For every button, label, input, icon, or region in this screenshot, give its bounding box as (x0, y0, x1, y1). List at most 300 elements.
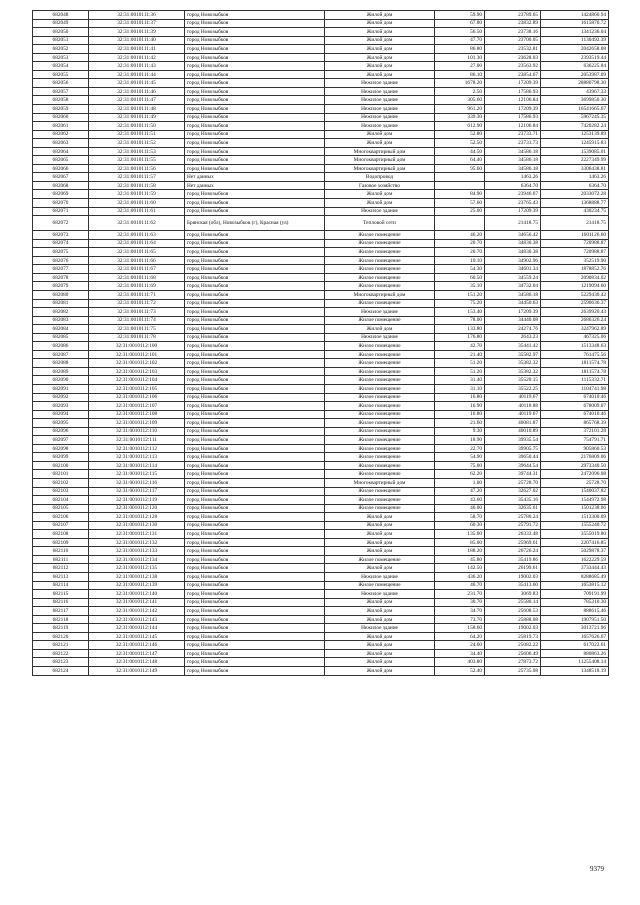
address-cell: город Новозыбков (185, 632, 325, 641)
cadastral-value-cell: 28880798.30 (541, 79, 609, 88)
cadastral-value-cell: 3555019.80 (541, 530, 609, 539)
unit-value-cell: 27873.72 (485, 658, 541, 667)
row-number-cell: 682056 (33, 79, 89, 88)
row-number-cell: 682121 (33, 641, 89, 650)
cadastral-number-cell: 32:31:0010112:145 (89, 632, 185, 641)
address-cell: город Новозыбков (185, 427, 325, 436)
address-cell: город Новозыбков (185, 359, 325, 368)
object-type-cell: Жилое помещение (325, 419, 435, 428)
area-cell: 20.70 (435, 248, 485, 257)
address-cell: город Новозыбков (185, 113, 325, 122)
unit-value-cell: 19002.03 (485, 624, 541, 633)
area-cell: 142.50 (435, 564, 485, 573)
area-cell: 86.80 (435, 45, 485, 54)
table-row (33, 342, 609, 351)
table-row (33, 496, 609, 505)
area-cell: 60.50 (435, 273, 485, 282)
table-row (33, 325, 609, 334)
area-cell (435, 181, 485, 190)
area-cell: 30.70 (435, 598, 485, 607)
unit-value-cell: 34586.18 (485, 147, 541, 156)
object-type-cell: Нежилое здание (325, 96, 435, 105)
cadastral-value-cell: 1601126.60 (541, 231, 609, 240)
area-cell: 34.70 (435, 607, 485, 616)
unit-value-cell: 23628.03 (485, 53, 541, 62)
registry-sheet (32, 10, 608, 676)
row-number-cell: 682104 (33, 496, 89, 505)
row-number-cell: 682054 (33, 62, 89, 71)
cadastral-number-cell: 32:31:0010111:42 (89, 53, 185, 62)
cadastral-value-cell: 7420282.24 (541, 122, 609, 131)
cadastral-value-cell: 3733444.43 (541, 564, 609, 573)
area-cell: 60.30 (435, 521, 485, 530)
cadastral-value-cell: 617022.61 (541, 641, 609, 650)
table-row (33, 256, 609, 265)
object-type-cell: Нежилое здание (325, 87, 435, 96)
address-cell: город Новозыбков (185, 573, 325, 582)
cadastral-number-cell: 32:31:0010112:110 (89, 427, 185, 436)
area-cell: 67.80 (435, 19, 485, 28)
object-type-cell: Жилой дом (325, 547, 435, 556)
object-type-cell: Жилое помещение (325, 444, 435, 453)
cadastral-value-cell: 2639920.43 (541, 308, 609, 317)
cadastral-value-cell: 1539085.01 (541, 147, 609, 156)
area-cell: 85.00 (435, 538, 485, 547)
object-type-cell: Жилое помещение (325, 487, 435, 496)
table-row (33, 19, 609, 28)
cadastral-number-cell: 32:31:0010111:62 (89, 216, 185, 231)
address-cell: город Новозыбков (185, 28, 325, 37)
cadastral-number-cell: 32:31:0010111:50 (89, 122, 185, 131)
unit-value-cell: 34732.04 (485, 282, 541, 291)
row-number-cell: 682103 (33, 487, 89, 496)
area-cell: 25.00 (435, 207, 485, 216)
row-number-cell: 682061 (33, 122, 89, 131)
unit-value-cell: 39650.44 (485, 453, 541, 462)
cadastral-number-cell: 32:31:0010112:100 (89, 342, 185, 351)
row-number-cell: 682095 (33, 419, 89, 428)
area-cell: 16.90 (435, 402, 485, 411)
area-cell: 1678.20 (435, 79, 485, 88)
cadastral-number-cell: 32:31:0010112:149 (89, 667, 185, 676)
unit-value-cell: 12106.84 (485, 96, 541, 105)
table-row (33, 11, 609, 20)
row-number-cell: 682115 (33, 590, 89, 599)
area-cell: 58.70 (435, 513, 485, 522)
cadastral-value-cell: 1540037.82 (541, 487, 609, 496)
row-number-cell: 682080 (33, 290, 89, 299)
object-type-cell: Нежилое здание (325, 79, 435, 88)
cadastral-number-cell: 32:31:0010111:78 (89, 333, 185, 342)
cadastral-value-cell: 1130492.39 (541, 36, 609, 45)
cadastral-value-cell: 2973340.50 (541, 461, 609, 470)
row-number-cell: 682072 (33, 216, 89, 231)
row-number-cell: 682050 (33, 28, 89, 37)
address-cell: город Новозыбков (185, 615, 325, 624)
area-cell: 135.00 (435, 530, 485, 539)
address-cell: город Новозыбков (185, 122, 325, 131)
table-row (33, 581, 609, 590)
row-number-cell: 682066 (33, 164, 89, 173)
cadastral-number-cell: 32:31:0010112:113 (89, 453, 185, 462)
address-cell: город Новозыбков (185, 538, 325, 547)
unit-value-cell: 26726.24 (485, 547, 541, 556)
table-row (33, 470, 609, 479)
table-row (33, 139, 609, 148)
cadastral-number-cell: 32:31:0010111:72 (89, 299, 185, 308)
table-row (33, 28, 609, 37)
table-row (33, 436, 609, 445)
object-type-cell: Нежилое здание (325, 122, 435, 131)
unit-value-cell: 25082.22 (485, 641, 541, 650)
address-cell: город Новозыбков (185, 190, 325, 199)
table-row (33, 607, 609, 616)
cadastral-number-cell: 32:31:0010111:73 (89, 308, 185, 317)
address-cell: город Новозыбков (185, 350, 325, 359)
unit-value-cell: 35582.97 (485, 350, 541, 359)
object-type-cell: Многоквартирный дом (325, 290, 435, 299)
cadastral-value-cell: 16541665.67 (541, 105, 609, 114)
unit-value-cell: 24274.76 (485, 325, 541, 334)
object-type-cell: Жилой дом (325, 632, 435, 641)
row-number-cell: 682055 (33, 70, 89, 79)
address-cell: город Новозыбков (185, 96, 325, 105)
cadastral-number-cell: 32:31:0010111:61 (89, 207, 185, 216)
cadastral-value-cell: 2033072.28 (541, 190, 609, 199)
area-cell: 153.40 (435, 308, 485, 317)
unit-value-cell: 34586.18 (485, 156, 541, 165)
table-row (33, 147, 609, 156)
cadastral-number-cell: 32:31:0010112:120 (89, 504, 185, 513)
cadastral-number-cell: 32:31:0010111:47 (89, 96, 185, 105)
table-row (33, 453, 609, 462)
cadastral-value-cell: 1104741.98 (541, 384, 609, 393)
cadastral-number-cell: 32:31:0010111:64 (89, 239, 185, 248)
cadastral-number-cell: 32:31:0010112:131 (89, 530, 185, 539)
cadastral-number-cell: 32:31:0010111:37 (89, 19, 185, 28)
cadastral-number-cell: 32:31:0010111:74 (89, 316, 185, 325)
cadastral-number-cell: 32:31:0010112:143 (89, 615, 185, 624)
object-type-cell: Жилой дом (325, 130, 435, 139)
table-row (33, 590, 609, 599)
address-cell: город Новозыбков (185, 598, 325, 607)
cadastral-number-cell: 32:31:0010111:69 (89, 282, 185, 291)
row-number-cell: 682064 (33, 147, 89, 156)
table-row (33, 376, 609, 385)
unit-value-cell: 25791.72 (485, 521, 541, 530)
cadastral-number-cell: 32:31:0010111:45 (89, 79, 185, 88)
cadastral-value-cell: 761475.56 (541, 350, 609, 359)
object-type-cell: Жилое помещение (325, 393, 435, 402)
row-number-cell: 682071 (33, 207, 89, 216)
area-cell: 62.20 (435, 470, 485, 479)
object-type-cell: Жилой дом (325, 641, 435, 650)
cadastral-value-cell: 2590636.37 (541, 299, 609, 308)
table-row (33, 444, 609, 453)
address-cell: город Новозыбков (185, 590, 325, 599)
unit-value-cell: 34830.38 (485, 239, 541, 248)
cadastral-number-cell: 32:31:0010111:53 (89, 147, 185, 156)
cadastral-value-cell: 1907951.50 (541, 615, 609, 624)
row-number-cell: 682091 (33, 384, 89, 393)
table-row (33, 299, 609, 308)
unit-value-cell: 25728.70 (485, 478, 541, 487)
cadastral-value-cell: 1501238.06 (541, 504, 609, 513)
address-cell: город Новозыбков (185, 256, 325, 265)
area-cell: 45.80 (435, 555, 485, 564)
row-number-cell: 682106 (33, 513, 89, 522)
cadastral-value-cell: 2207416.85 (541, 538, 609, 547)
cadastral-value-cell: 1424860.94 (541, 11, 609, 20)
address-cell: город Новозыбков (185, 402, 325, 411)
table-row (33, 410, 609, 419)
address-cell: город Новозыбков (185, 105, 325, 114)
object-type-cell: Жилой дом (325, 598, 435, 607)
unit-value-cell: 1463.26 (485, 173, 541, 182)
table-row (33, 624, 609, 633)
table-row (33, 105, 609, 114)
cadastral-number-cell: 32:31:0010112:108 (89, 410, 185, 419)
unit-value-cell: 2643.23 (485, 333, 541, 342)
cadastral-number-cell: 32:31:0010111:39 (89, 28, 185, 37)
object-type-cell: Нежилое здание (325, 333, 435, 342)
address-cell: город Новозыбков (185, 290, 325, 299)
row-number-cell: 682081 (33, 299, 89, 308)
table-row (33, 122, 609, 131)
cadastral-value-cell: 1622229.59 (541, 555, 609, 564)
table-row (33, 53, 609, 62)
address-cell: город Новозыбков (185, 530, 325, 539)
cadastral-number-cell: 32:31:0010112:138 (89, 573, 185, 582)
object-type-cell: Жилое помещение (325, 239, 435, 248)
cadastral-value-cell: 3699850.30 (541, 96, 609, 105)
unit-value-cell: 25606.49 (485, 649, 541, 658)
cadastral-number-cell: 32:31:0010112:130 (89, 521, 185, 530)
address-cell: город Новозыбков (185, 367, 325, 376)
object-type-cell: Жилое помещение (325, 359, 435, 368)
row-number-cell: 682084 (33, 325, 89, 334)
table-row (33, 113, 609, 122)
cadastral-value-cell: 5229430.42 (541, 290, 609, 299)
area-cell: 158.60 (435, 624, 485, 633)
object-type-cell: Жилой дом (325, 62, 435, 71)
table-row (33, 367, 609, 376)
cadastral-number-cell: 32:31:0010112:135 (89, 564, 185, 573)
area-cell: 305.60 (435, 96, 485, 105)
cadastral-number-cell: 32:31:0010112:119 (89, 496, 185, 505)
object-type-cell: Жилое помещение (325, 555, 435, 564)
cadastral-number-cell: 32:31:0010111:68 (89, 273, 185, 282)
object-type-cell: Жилое помещение (325, 470, 435, 479)
row-number-cell: 682085 (33, 333, 89, 342)
cadastral-number-cell: 32:31:0010112:128 (89, 513, 185, 522)
cadastral-number-cell: 32:31:0010112:133 (89, 547, 185, 556)
area-cell: 86.10 (435, 70, 485, 79)
cadastral-value-cell: 1615870.72 (541, 19, 609, 28)
table-row (33, 350, 609, 359)
address-cell: город Новозыбков (185, 199, 325, 208)
row-number-cell: 682062 (33, 130, 89, 139)
cadastral-number-cell: 32:31:0010112:141 (89, 598, 185, 607)
unit-value-cell: 40119.67 (485, 410, 541, 419)
table-row (33, 290, 609, 299)
row-number-cell: 682120 (33, 632, 89, 641)
area-cell: 52.80 (435, 130, 485, 139)
cadastral-number-cell: 32:31:0010112:105 (89, 384, 185, 393)
cadastral-value-cell: 1811574.78 (541, 367, 609, 376)
cadastral-value-cell: 865768.39 (541, 419, 609, 428)
cadastral-number-cell: 32:31:0010112:103 (89, 367, 185, 376)
row-number-cell: 682094 (33, 410, 89, 419)
object-type-cell: Жилое помещение (325, 248, 435, 257)
object-type-cell: Жилое помещение (325, 273, 435, 282)
cadastral-number-cell: 32:31:0010112:102 (89, 359, 185, 368)
cadastral-value-cell: 636225.84 (541, 62, 609, 71)
area-cell: 54.90 (435, 453, 485, 462)
area-cell: 78.00 (435, 316, 485, 325)
cadastral-value-cell: 11255408.14 (541, 658, 609, 667)
row-number-cell: 682073 (33, 231, 89, 240)
unit-value-cell: 23854.67 (485, 70, 541, 79)
unit-value-cell: 25888.08 (485, 615, 541, 624)
cadastral-value-cell: 2686326.24 (541, 316, 609, 325)
row-number-cell: 682110 (33, 547, 89, 556)
address-cell: город Новозыбков (185, 87, 325, 96)
address-cell: город Новозыбков (185, 410, 325, 419)
area-cell: 46.20 (435, 231, 485, 240)
cadastral-value-cell: 352519.90 (541, 256, 609, 265)
cadastral-number-cell: 32:31:0010111:44 (89, 70, 185, 79)
unit-value-cell: 23700.05 (485, 36, 541, 45)
table-row (33, 130, 609, 139)
row-number-cell: 682093 (33, 402, 89, 411)
object-type-cell: Жилой дом (325, 11, 435, 20)
row-number-cell: 682078 (33, 273, 89, 282)
address-cell: город Новозыбков (185, 513, 325, 522)
row-number-cell: 682092 (33, 393, 89, 402)
cadastral-value-cell: 372101.28 (541, 427, 609, 436)
area-cell: 46.00 (435, 504, 485, 513)
address-cell: город Новозыбков (185, 453, 325, 462)
table-row (33, 573, 609, 582)
address-cell: город Новозыбков (185, 282, 325, 291)
row-number-cell: 682108 (33, 530, 89, 539)
unit-value-cell: 35520.15 (485, 376, 541, 385)
cadastral-number-cell: 32:31:0010112:142 (89, 607, 185, 616)
area-cell: 75.00 (435, 461, 485, 470)
address-cell: город Новозыбков (185, 641, 325, 650)
cadastral-value-table (32, 10, 609, 676)
area-cell: 151.20 (435, 290, 485, 299)
row-number-cell: 682119 (33, 624, 89, 633)
row-number-cell: 682070 (33, 199, 89, 208)
address-cell: город Новозыбков (185, 436, 325, 445)
unit-value-cell: 34559.24 (485, 273, 541, 282)
object-type-cell: Жилое помещение (325, 581, 435, 590)
cadastral-number-cell: 32:31:0010111:65 (89, 248, 185, 257)
object-type-cell: Жилое помещение (325, 384, 435, 393)
address-cell: город Новозыбков (185, 496, 325, 505)
unit-value-cell: 25780.24 (485, 513, 541, 522)
table-row (33, 598, 609, 607)
area-cell: 21.60 (435, 419, 485, 428)
cadastral-value-cell: 785310.30 (541, 598, 609, 607)
area-cell: 56.50 (435, 28, 485, 37)
cadastral-value-cell: 1253139.89 (541, 130, 609, 139)
row-number-cell: 682097 (33, 436, 89, 445)
unit-value-cell: 34450.63 (485, 299, 541, 308)
row-number-cell: 682065 (33, 156, 89, 165)
address-cell: город Новозыбков (185, 207, 325, 216)
address-cell: город Новозыбков (185, 239, 325, 248)
cadastral-number-cell: 32:31:0010111:43 (89, 62, 185, 71)
table-row (33, 615, 609, 624)
cadastral-number-cell: 32:31:0010112:111 (89, 436, 185, 445)
row-number-cell: 682105 (33, 504, 89, 513)
cadastral-value-cell: 2176809.06 (541, 453, 609, 462)
row-number-cell: 682077 (33, 265, 89, 274)
cadastral-value-cell: 1245915.83 (541, 139, 609, 148)
cadastral-value-cell: 6364.70 (541, 181, 609, 190)
unit-value-cell: 12106.84 (485, 122, 541, 131)
table-row (33, 216, 609, 231)
object-type-cell: Жилое помещение (325, 427, 435, 436)
unit-value-cell: 39935.54 (485, 436, 541, 445)
unit-value-cell: 34586.18 (485, 164, 541, 173)
row-number-cell: 682069 (33, 190, 89, 199)
object-type-cell: Жилой дом (325, 19, 435, 28)
object-type-cell: Нежилое здание (325, 308, 435, 317)
object-type-cell: Жилой дом (325, 36, 435, 45)
table-row (33, 384, 609, 393)
area-cell: 46.70 (435, 581, 485, 590)
area-cell: 10.10 (435, 256, 485, 265)
unit-value-cell: 35413.60 (485, 581, 541, 590)
row-number-cell: 682089 (33, 367, 89, 376)
cadastral-number-cell: 32:31:0010112:147 (89, 649, 185, 658)
area-cell: 51.20 (435, 367, 485, 376)
cadastral-number-cell: 32:31:0010111:66 (89, 256, 185, 265)
object-type-cell: Жилое помещение (325, 265, 435, 274)
cadastral-number-cell: 32:31:0010112:140 (89, 590, 185, 599)
area-cell: 64.40 (435, 156, 485, 165)
table-row (33, 555, 609, 564)
address-cell: город Новозыбков (185, 333, 325, 342)
address-cell: город Новозыбков (185, 461, 325, 470)
address-cell: город Новозыбков (185, 649, 325, 658)
table-row (33, 478, 609, 487)
row-number-cell: 682048 (33, 11, 89, 20)
table-row (33, 79, 609, 88)
cadastral-value-cell: 1544972.98 (541, 496, 609, 505)
object-type-cell: Жилое помещение (325, 453, 435, 462)
table-row (33, 70, 609, 79)
table-row (33, 504, 609, 513)
object-type-cell: Жилое помещение (325, 342, 435, 351)
cadastral-value-cell: 25728.70 (541, 478, 609, 487)
unit-value-cell: 35382.32 (485, 367, 541, 376)
cadastral-value-cell: 1513348.63 (541, 342, 609, 351)
area-cell: 133.80 (435, 325, 485, 334)
table-row (33, 641, 609, 650)
unit-value-cell: 34656.42 (485, 231, 541, 240)
object-type-cell: Нежилое здание (325, 105, 435, 114)
cadastral-number-cell: 32:31:0010112:109 (89, 419, 185, 428)
address-cell: город Новозыбков (185, 156, 325, 165)
row-number-cell: 682124 (33, 667, 89, 676)
object-type-cell: Жилой дом (325, 667, 435, 676)
address-cell: Нет данных (185, 173, 325, 182)
